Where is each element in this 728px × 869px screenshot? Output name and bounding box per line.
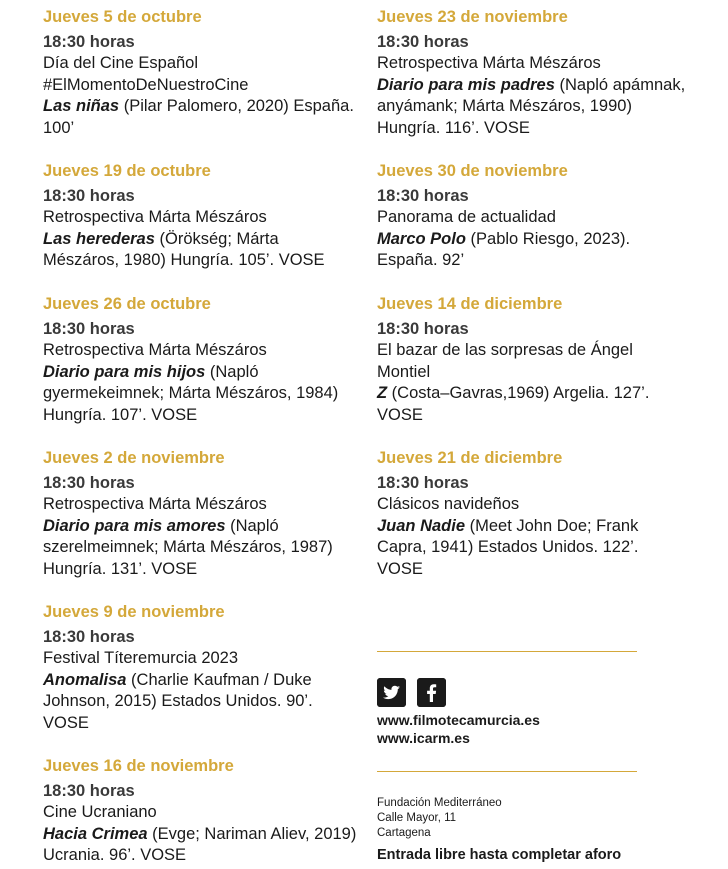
address-block: [377, 796, 502, 841]
event-date: Jueves 16 de noviembre: [43, 757, 234, 775]
event-nov-23: [377, 7, 687, 139]
event-time: 18:30 horas: [43, 628, 135, 646]
event-program: Clásicos navideños: [377, 495, 520, 513]
event-program: Panorama de actualidad: [377, 208, 556, 226]
film-details: (Örökség; Márta Mészáros, 1980) Hungría. 105’. VOSE: [43, 229, 325, 269]
event-date: Jueves 23 de noviembre: [377, 8, 568, 26]
event-program: #ElMomentoDeNuestroCine: [43, 75, 249, 94]
social-icons: [377, 678, 446, 707]
event-date: Jueves 19 de octubre: [43, 162, 211, 180]
film-details: (Pilar Palomero, 2020) España. 100’: [43, 97, 354, 137]
address-line: Fundación Mediterráneo: [377, 797, 502, 809]
film-title: Hacia Crimea: [43, 824, 148, 843]
entry-note: Entrada libre hasta completar aforo: [377, 847, 622, 863]
film-title: Diario para mis padres: [377, 75, 555, 94]
event-date: Jueves 26 de octubre: [43, 295, 211, 313]
event-film-info: [377, 516, 687, 581]
film-details: (Napló apámnak, anyámank; Márta Mészáros, 1990) Hungría. 116’. VOSE: [377, 75, 686, 137]
facebook-icon[interactable]: [417, 678, 446, 707]
event-nov-09: [43, 602, 358, 734]
film-title: Diario para mis amores: [43, 516, 226, 535]
event-time: 18:30 horas: [377, 33, 469, 51]
film-title: Anomalisa: [43, 670, 127, 689]
event-date: Jueves 2 de noviembre: [43, 449, 225, 467]
event-date: Jueves 5 de octubre: [43, 8, 202, 26]
event-program: Retrospectiva Márta Mészáros: [377, 54, 601, 72]
event-oct-05: [43, 7, 358, 139]
film-title: Z: [377, 384, 388, 402]
address-line: Cartagena: [377, 827, 431, 839]
event-program: Cine Ucraniano: [43, 803, 157, 821]
event-program: Retrospectiva Márta Mészáros: [43, 208, 267, 226]
website-link-icarm[interactable]: www.icarm.es: [377, 730, 470, 746]
film-title: Marco Polo: [377, 229, 466, 248]
film-details: (Charlie Kaufman / Duke Johnson, 2015) Estados Unidos. 90’. VOSE: [43, 670, 313, 732]
event-film-info: [377, 383, 687, 426]
film-details: (Napló gyermekeimnek; Márta Mészáros, 1984) Hungría. 107’. VOSE: [43, 362, 339, 424]
event-film-info: [43, 229, 358, 272]
event-film-info: [377, 75, 687, 140]
event-date: Jueves 9 de noviembre: [43, 603, 225, 621]
film-title: Diario para mis hijos: [43, 362, 206, 381]
event-time: 18:30 horas: [377, 474, 469, 492]
address-line: Calle Mayor, 11: [377, 812, 457, 824]
event-date: Jueves 14 de diciembre: [377, 295, 563, 313]
event-film-info: [377, 229, 687, 272]
event-film-info: [43, 824, 358, 867]
event-time: 18:30 horas: [377, 320, 469, 338]
event-nov-30: [377, 161, 687, 272]
divider-bottom: [377, 771, 637, 772]
event-film-info: [43, 516, 358, 581]
film-details: (Costa–Gavras,1969) Argelia. 127’. VOSE: [377, 384, 650, 424]
film-title: Juan Nadie: [377, 516, 466, 535]
website-link-filmoteca[interactable]: www.filmotecamurcia.es: [377, 712, 540, 728]
event-program: Retrospectiva Márta Mészáros: [43, 341, 267, 359]
event-nov-02: [43, 448, 358, 580]
event-film-info: [43, 362, 358, 427]
event-dec-21: [377, 448, 687, 580]
film-details: (Meet John Doe; Frank Capra, 1941) Estados Unidos. 122’. VOSE: [377, 516, 639, 578]
event-program: Día del Cine Español: [43, 54, 199, 72]
event-time: 18:30 horas: [377, 187, 469, 205]
film-title: Las niñas: [43, 97, 120, 115]
event-time: 18:30 horas: [43, 187, 135, 205]
divider-top: [377, 651, 637, 652]
event-date: Jueves 21 de diciembre: [377, 449, 563, 467]
event-time: 18:30 horas: [43, 474, 135, 492]
twitter-icon[interactable]: [377, 678, 406, 707]
event-oct-19: [43, 161, 358, 272]
event-film-info: [43, 670, 358, 735]
event-nov-16: [43, 756, 358, 867]
event-date: Jueves 30 de noviembre: [377, 162, 568, 180]
event-program: Retrospectiva Márta Mészáros: [43, 495, 267, 513]
film-details: (Napló szerelmeimnek; Márta Mészáros, 1987) Hungría. 131’. VOSE: [43, 516, 333, 578]
event-program: El bazar de las sorpresas de Ángel Montiel: [377, 341, 633, 381]
event-time: 18:30 horas: [43, 320, 135, 338]
event-dec-14: [377, 294, 687, 426]
film-details: (Evge; Nariman Aliev, 2019) Ucrania. 96’. VOSE: [43, 824, 357, 864]
event-program: Festival Títeremurcia 2023: [43, 649, 239, 667]
event-film-info: [43, 96, 358, 139]
event-time: 18:30 horas: [43, 782, 135, 800]
event-time: 18:30 horas: [43, 33, 135, 51]
event-oct-26: [43, 294, 358, 426]
film-details: (Pablo Riesgo, 2023). España. 92’: [377, 229, 631, 269]
film-title: Las herederas: [43, 229, 155, 248]
